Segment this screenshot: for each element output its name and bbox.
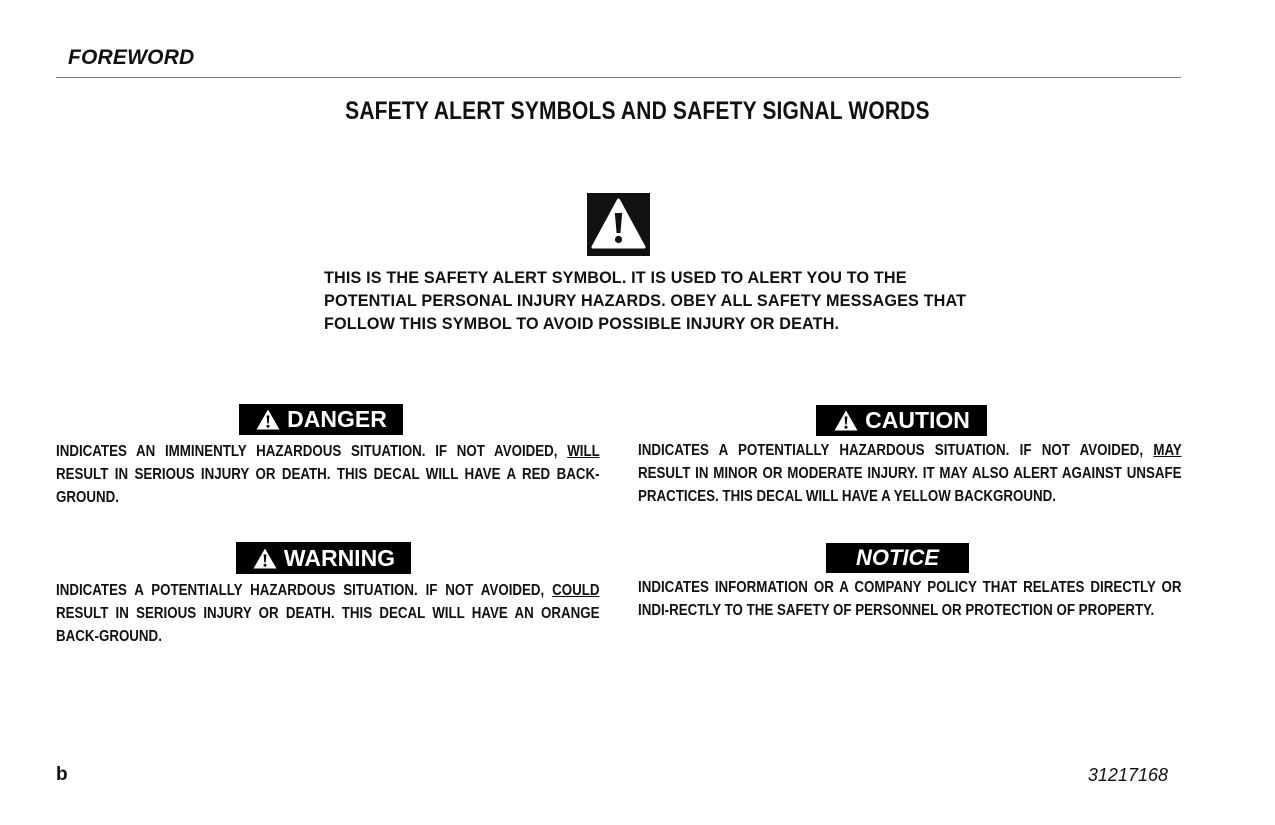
caution-label: CAUTION bbox=[865, 407, 970, 433]
caution-text-after: RESULT IN MINOR OR MODERATE INJURY. IT MAY ALSO ALERT AGAINST UNSAFE PRACTICES. THIS DECAL WILL HAVE A YELLOW BACKGROUND. bbox=[638, 465, 1182, 505]
safety-alert-line: POTENTIAL PERSONAL INJURY HAZARDS. OBEY ALL SAFETY MESSAGES THAT bbox=[324, 292, 967, 310]
safety-alert-line: FOLLOW THIS SYMBOL TO AVOID POSSIBLE INJURY OR DEATH. bbox=[324, 315, 840, 333]
warning-label: WARNING bbox=[283, 544, 396, 571]
notice-badge bbox=[826, 543, 969, 573]
warning-text-before: INDICATES A POTENTIALLY HAZARDOUS SITUATION. IF NOT AVOIDED, bbox=[56, 582, 553, 599]
danger-description bbox=[56, 440, 600, 509]
header-rule bbox=[56, 77, 1181, 78]
safety-alert-line: THIS IS THE SAFETY ALERT SYMBOL. IT IS USED TO ALERT YOU TO THE bbox=[324, 269, 907, 287]
warning-emphasis: COULD bbox=[552, 582, 600, 599]
danger-text-after: RESULT IN SERIOUS INJURY OR DEATH. THIS DECAL WILL HAVE A RED BACK-GROUND. bbox=[56, 466, 600, 506]
warning-triangle-icon bbox=[587, 193, 650, 256]
caution-emphasis: MAY bbox=[1153, 442, 1182, 459]
danger-emphasis: WILL bbox=[567, 443, 600, 460]
danger-label: DANGER bbox=[287, 406, 387, 432]
danger-badge bbox=[239, 404, 403, 435]
document-number: 31217168 bbox=[1087, 765, 1168, 785]
danger-text-before: INDICATES AN IMMINENTLY HAZARDOUS SITUATION. IF NOT AVOIDED, bbox=[56, 443, 568, 460]
notice-label: NOTICE bbox=[855, 545, 940, 570]
section-header: FOREWORD bbox=[68, 46, 195, 69]
notice-description: INDICATES INFORMATION OR A COMPANY POLICY THAT RELATES DIRECTLY OR INDI-RECTLY TO THE SAFETY OF PERSONNEL OR PROTECTION OF PROPERTY. bbox=[638, 579, 1182, 619]
safety-alert-description bbox=[324, 267, 984, 336]
warning-text-after: RESULT IN SERIOUS INJURY OR DEATH. THIS DECAL WILL HAVE AN ORANGE BACK-GROUND. bbox=[56, 605, 600, 645]
warning-triangle-icon bbox=[252, 547, 278, 570]
warning-description bbox=[56, 579, 600, 648]
caution-text-before: INDICATES A POTENTIALLY HAZARDOUS SITUATION. IF NOT AVOIDED, bbox=[638, 442, 1154, 459]
caution-badge bbox=[816, 405, 987, 436]
safety-alert-symbol bbox=[587, 193, 650, 256]
warning-triangle-icon bbox=[255, 408, 281, 431]
page-title: SAFETY ALERT SYMBOLS AND SAFETY SIGNAL WORDS bbox=[345, 97, 930, 125]
warning-badge bbox=[236, 542, 411, 574]
page-letter: b bbox=[56, 764, 68, 785]
caution-description bbox=[638, 439, 1182, 508]
warning-triangle-icon bbox=[833, 409, 859, 432]
